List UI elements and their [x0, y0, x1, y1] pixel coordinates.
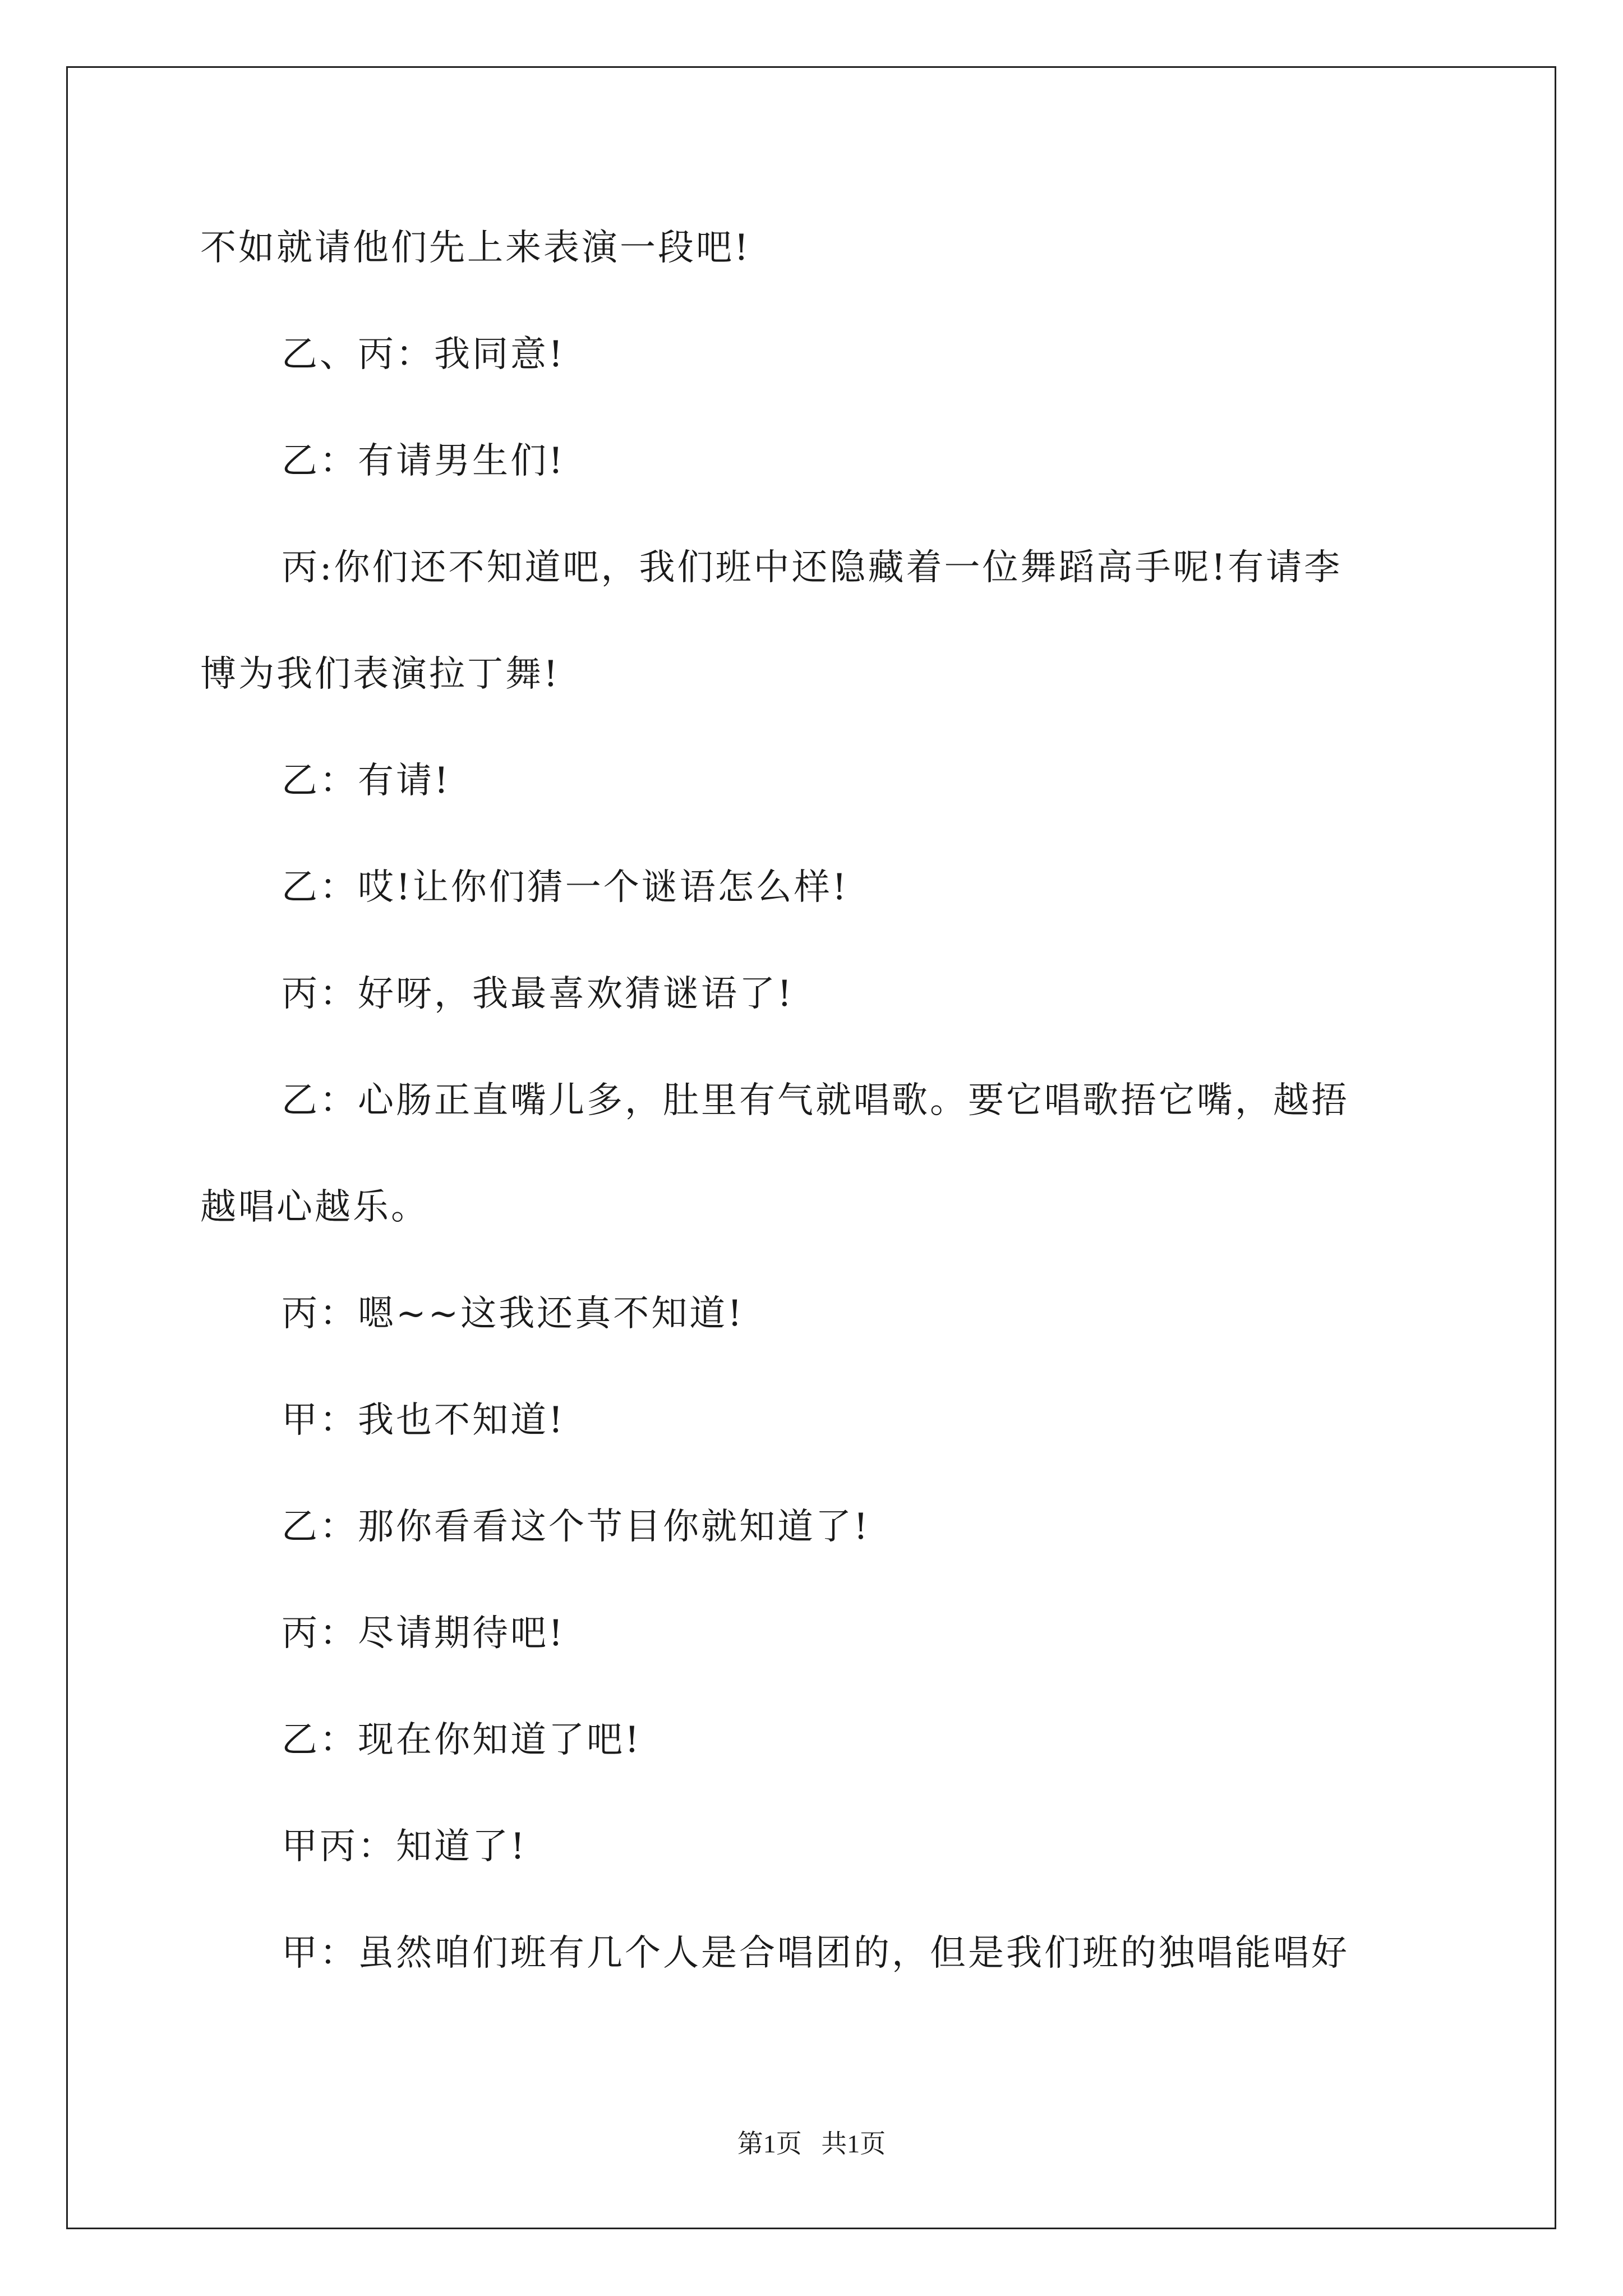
text-line-1: 不如就请他们先上来表演一段吧! — [200, 227, 751, 269]
text-line-17: 甲：虽然咱们班有几个人是合唱团的，但是我们班的独唱能唱好 — [282, 1932, 1349, 1974]
text-line-10: 越唱心越乐。 — [200, 1186, 429, 1228]
text-line-13: 乙：那你看看这个节目你就知道了! — [282, 1506, 870, 1548]
text-line-12: 甲：我也不知道! — [282, 1400, 565, 1441]
text-line-7: 乙：哎!让你们猜一个谜语怎么样! — [282, 867, 849, 908]
text-line-5: 博为我们表演拉丁舞! — [200, 654, 560, 695]
page-footer: 第1页 共1页 — [737, 2129, 886, 2158]
page-border — [66, 66, 1556, 2229]
text-line-16: 甲丙：知道了! — [282, 1826, 527, 1867]
text-line-9: 乙：心肠正直嘴儿多，肚里有气就唱歌。要它唱歌捂它嘴，越捂 — [282, 1080, 1349, 1121]
text-line-8: 丙：好呀，我最喜欢猜谜语了! — [282, 973, 794, 1015]
text-line-2: 乙、丙：我同意! — [282, 334, 565, 375]
text-line-15: 乙：现在你知道了吧! — [282, 1719, 642, 1761]
text-line-3: 乙：有请男生们! — [282, 440, 565, 482]
text-line-11: 丙：嗯~~这我还真不知道! — [282, 1293, 744, 1335]
text-line-14: 丙：尽请期待吧! — [282, 1613, 565, 1654]
text-line-4: 丙:你们还不知道吧，我们班中还隐藏着一位舞蹈高手呢!有请李 — [282, 547, 1343, 588]
text-line-6: 乙：有请! — [282, 760, 451, 802]
